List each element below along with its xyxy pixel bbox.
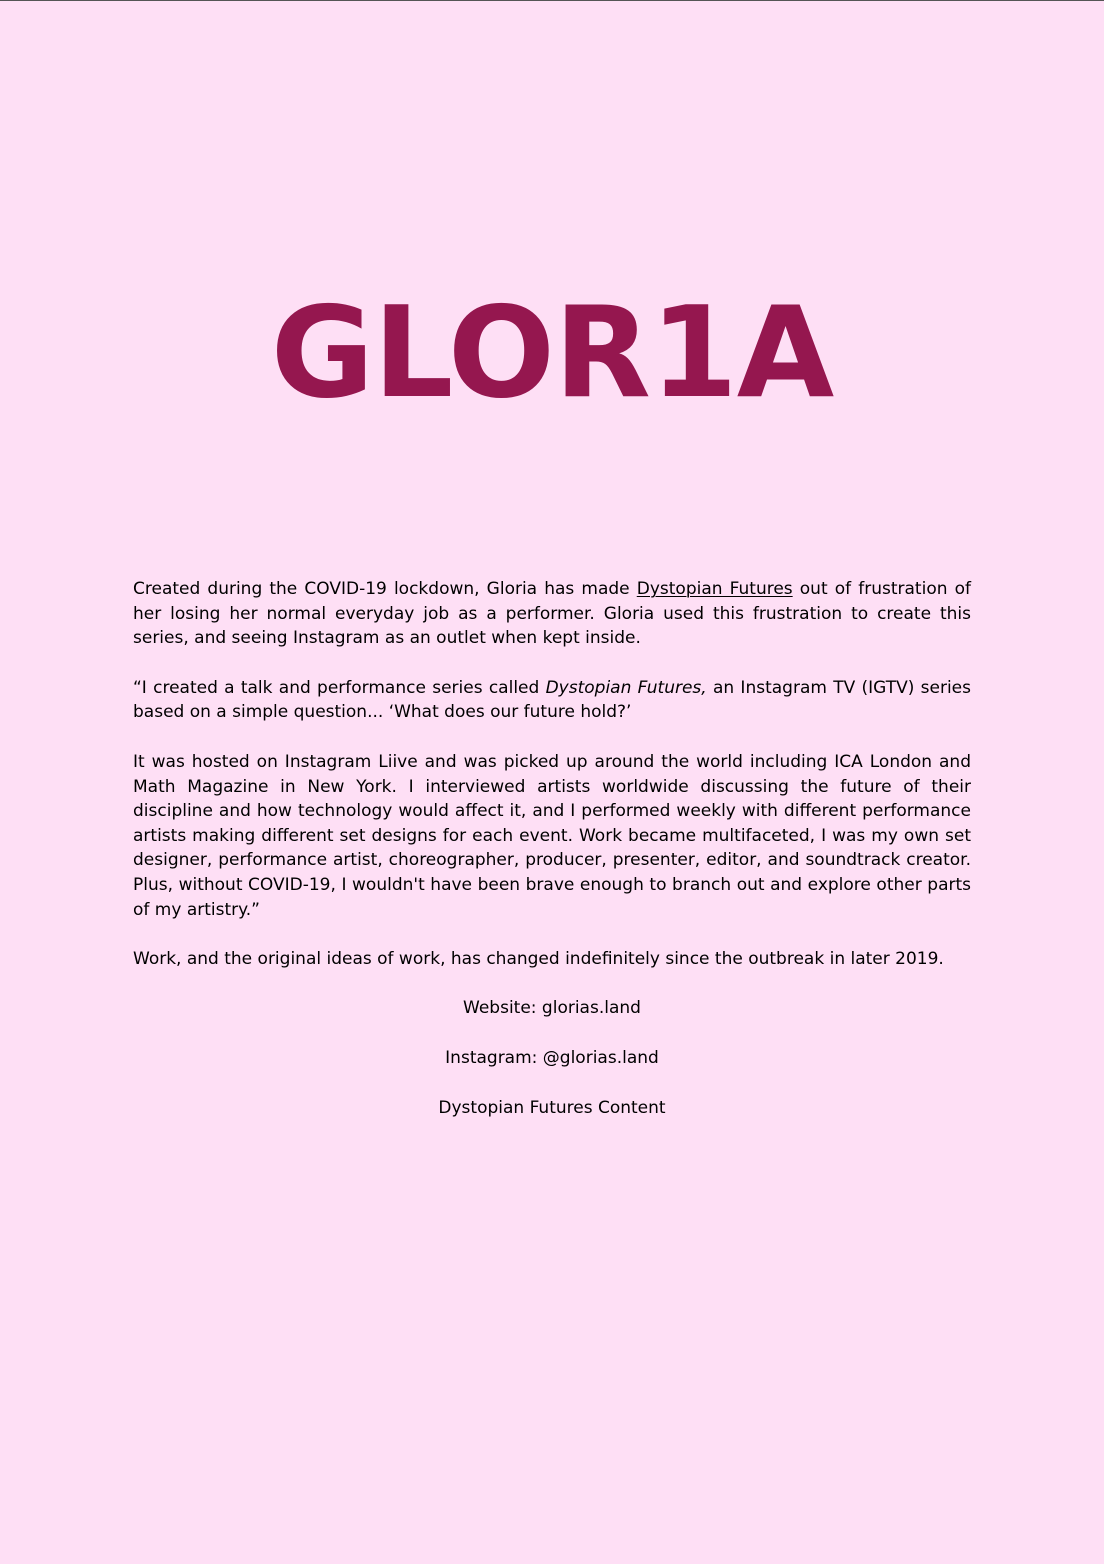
contact-links	[0, 996, 1104, 1146]
dystopian-futures-link[interactable]: Dystopian Futures	[636, 579, 793, 599]
paragraph-intro	[133, 577, 971, 651]
website-link[interactable]: Website: glorias.land	[463, 998, 641, 1018]
series-title-italic: Dystopian Futures,	[545, 677, 707, 698]
paragraph-intro-text-b: out of frustration of her losing her normal everyday job as a performer. Gloria used this frustration to create this series, and seeing Instagram as an outlet when kept inside.	[133, 579, 971, 649]
paragraph-quote-text-a: “I created a talk and performance series called	[133, 677, 546, 698]
paragraph-instagram-live: It was hosted on Instagram Liive and was picked up around the world including ICA London and Math Magazine in New York. I interviewed artists worldwide discussing the future of their discipline and how technology would affect it, and I performed weekly with different performance artists making different set designs for each event. Work became multifaceted, I was my own set designer, performance artist, choreographer, producer, presenter, editor, and soundtrack creator. Plus, without COVID-19, I wouldn't have been brave enough to branch out and explore other parts of my artistry.”	[133, 751, 971, 920]
paragraph-quote-text-b: an Instagram TV (IGTV) series based on a simple question... ‘What does our future hold?’	[133, 677, 971, 723]
content-link[interactable]: Dystopian Futures Content	[438, 1098, 666, 1118]
paragraph-quote-start	[133, 676, 971, 725]
article-body	[133, 577, 971, 997]
page-title: GLOR1A	[270, 279, 834, 426]
paragraph-intro-text-a: Created during the COVID-19 lockdown, Gloria has made	[133, 579, 637, 599]
instagram-link[interactable]: Instagram: @glorias.land	[445, 1048, 659, 1068]
top-border-line	[0, 0, 1104, 1]
paragraph-conclusion: Work, and the original ideas of work, has changed indefinitely since the outbreak in later 2019.	[133, 949, 944, 970]
